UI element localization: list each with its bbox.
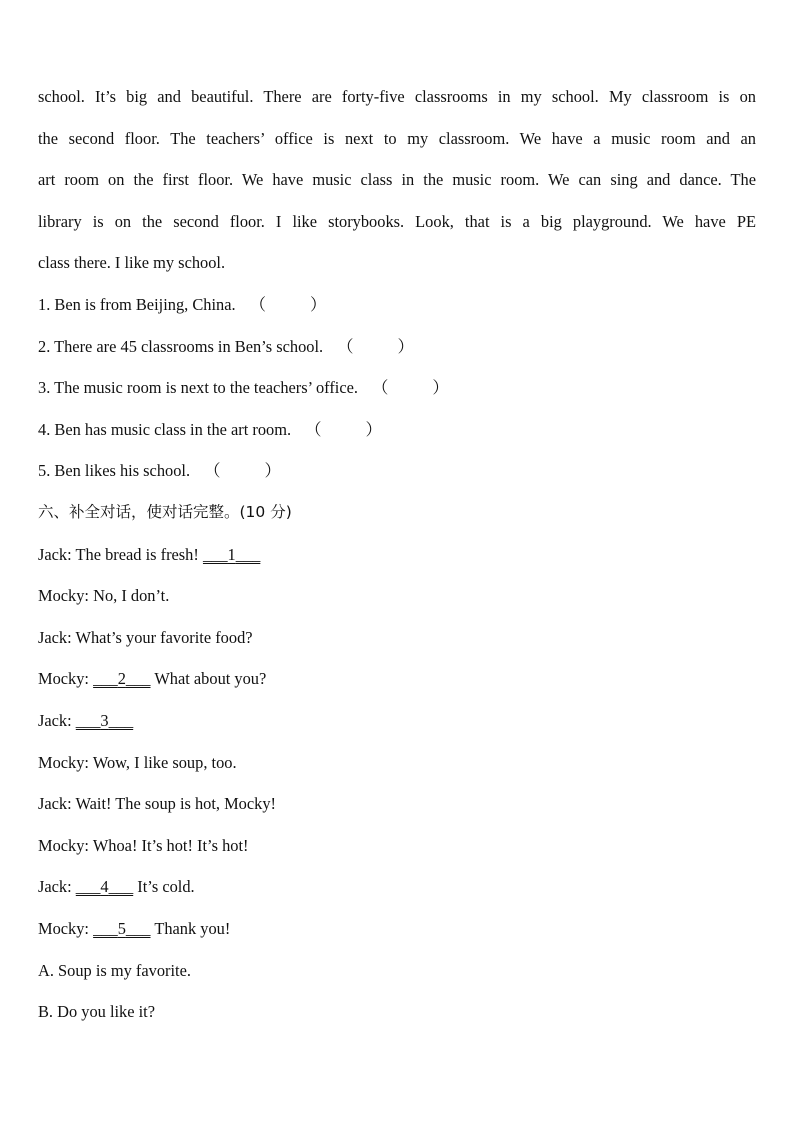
statement-row [38,450,758,492]
true-false-statements [38,284,758,492]
dialogue-line [38,866,758,908]
answer-blank[interactable]: ___5___ [93,918,151,938]
speaker: Jack: [38,627,72,647]
reading-passage [38,76,756,284]
answer-parentheses[interactable]: （ ） [249,295,327,314]
option-item: A. Soup is my favorite. [38,960,191,980]
answer-parentheses[interactable]: （ ） [204,461,281,481]
utterance: Whoa! It’s hot! It’s hot! [92,835,249,855]
utterance: No, I don’t. [93,586,170,606]
utterance: It’s cold. [137,877,195,897]
dialogue-line [38,617,758,659]
utterance: What’s your favorite food? [75,627,253,647]
answer-blank[interactable]: ___2___ [93,669,151,689]
utterance: Thank you! [154,918,231,938]
statement-row [38,409,758,451]
dialogue-line [38,658,758,700]
passage-line: school. It’s big and beautiful. There are forty-five classrooms in my school. My classroom is on [38,87,756,106]
speaker: Jack: [38,710,72,730]
statement-text: 5. Ben likes his school. [38,461,191,481]
dialogue-line [38,825,758,867]
answer-blank[interactable]: ___3___ [75,710,134,730]
speaker: Jack: [38,544,72,564]
dialogue-line [38,742,758,784]
passage-line: class there. I like my school. [38,253,226,272]
statement-text: 2. There are 45 classrooms in Ben’s school. [38,336,324,356]
dialogue-section [38,492,758,1033]
answer-parentheses[interactable]: （ ） [371,378,449,398]
dialogue-line [38,575,758,617]
answer-parentheses[interactable]: （ ） [337,336,414,356]
statement-text: 1. Ben is from Beijing, China. [38,295,236,314]
answer-blank[interactable]: ___4___ [75,877,134,897]
statement-row [38,326,758,368]
utterance: Wow, I like soup, too. [92,752,237,772]
speaker: Jack: [38,794,72,814]
section-heading: 六、补全对话，使对话完整。(10 分) [38,503,292,521]
speaker: Mocky: [38,918,89,938]
statement-row [38,367,758,409]
answer-parentheses[interactable]: （ ） [305,419,382,439]
utterance: The bread is fresh! [75,544,199,564]
utterance: Wait! The soup is hot, Mocky! [75,794,277,814]
passage-line: library is on the second floor. I like storybooks. Look, that is a big playground. We have PE [38,211,756,231]
speaker: Mocky: [38,752,89,772]
speaker: Mocky: [38,669,89,689]
dialogue-line [38,534,758,576]
dialogue-line [38,700,758,742]
dialogue-line [38,908,758,950]
speaker: Mocky: [38,835,89,855]
speaker: Mocky: [38,586,89,606]
dialogue-line [38,783,758,825]
speaker: Jack: [38,877,72,897]
statement-text: 3. The music room is next to the teachers’ office. [38,378,358,398]
passage-line: art room on the first floor. We have music class in the music room. We can sing and dance. The [38,170,756,189]
answer-blank[interactable]: ___1___ [202,544,261,564]
option-item: B. Do you like it? [38,1002,155,1022]
statement-row [38,284,758,326]
statement-text: 4. Ben has music class in the art room. [38,419,292,439]
utterance: What about you? [154,669,267,689]
passage-line: the second floor. The teachers’ office is next to my classroom. We have a music room and an [38,128,756,148]
